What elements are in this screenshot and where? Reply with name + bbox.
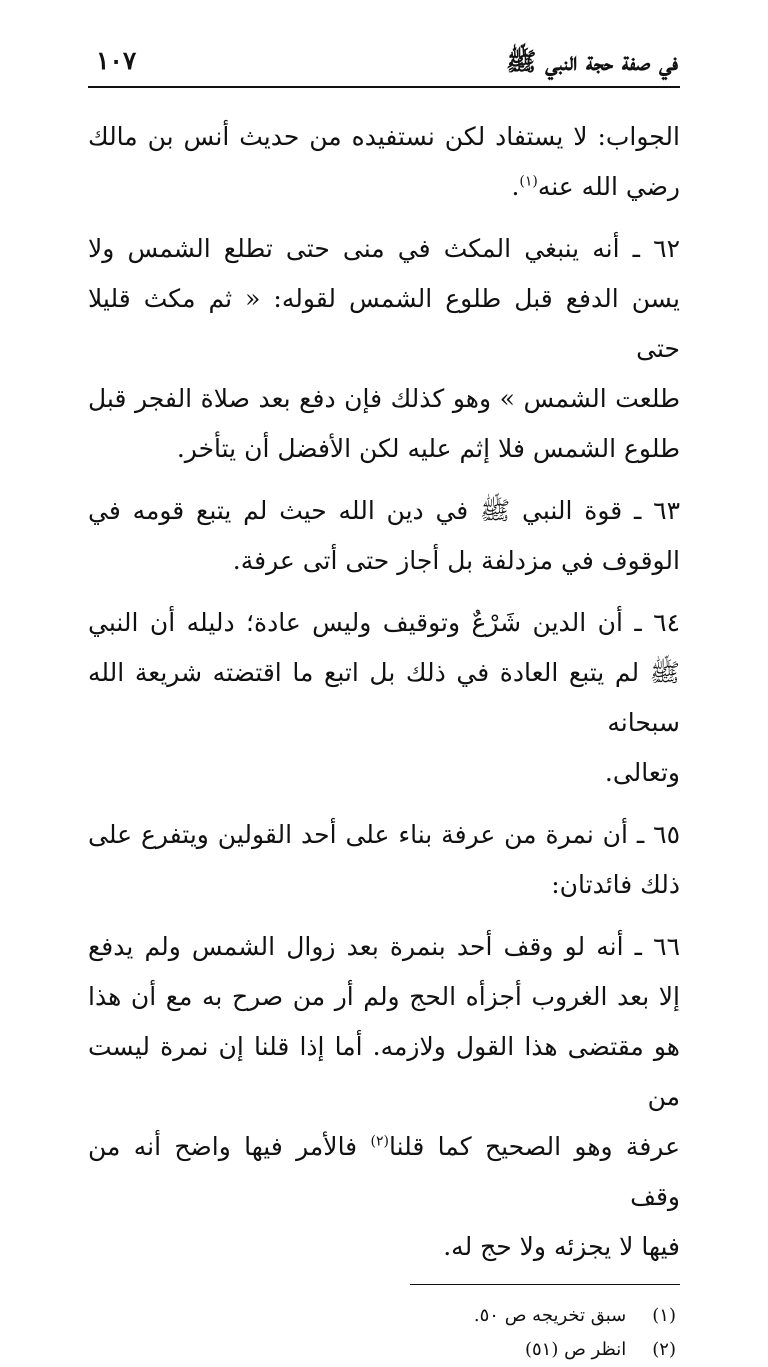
footnote-divider	[410, 1284, 680, 1285]
running-header	[88, 40, 680, 88]
paragraph-64	[88, 598, 680, 798]
paragraph-65	[88, 810, 680, 910]
footnote-text: سبق تخريجه ص ٥٠.	[473, 1305, 627, 1326]
paragraph-63	[88, 486, 680, 586]
text-fragment: عرفة وهو الصحيح كما قلنا	[388, 1132, 680, 1161]
text-line	[88, 1122, 680, 1222]
page-number: ١٠٧	[96, 46, 137, 75]
footnote-ref[interactable]: (٢)	[370, 1133, 389, 1150]
footnote-number: (٢)	[652, 1339, 676, 1360]
text-line: يسن الدفع قبل طلوع الشمس لقوله: « ثم مكث قليلا حتى	[88, 284, 680, 363]
text-line: ﷺ لم يتبع العادة في ذلك بل اتبع ما اقتضته شريعة الله سبحانه	[88, 658, 680, 737]
text-line: هو مقتضى هذا القول ولازمه. أما إذا قلنا إن نمرة ليست من	[88, 1032, 680, 1111]
footnote-number: (١)	[652, 1305, 676, 1326]
text-line: وتعالى.	[604, 758, 680, 787]
text-fragment: فالأمر فيها واضح أنه من وقف	[88, 1132, 680, 1211]
paragraph-answer	[88, 112, 680, 212]
page-body	[88, 112, 680, 1272]
paragraph-66	[88, 922, 680, 1272]
text-line: ٦٢ ـ أنه ينبغي المكث في منى حتى تطلع الشمس ولا	[88, 234, 680, 263]
book-page	[88, 40, 680, 1360]
text-line: الجواب: لا يستفاد لكن نستفيده من حديث أنس بن مالك	[88, 122, 680, 151]
text-line: طلوع الشمس فلا إثم عليه لكن الأفضل أن يتأخر.	[176, 434, 680, 463]
text-line: الوقوف في مزدلفة بل أجاز حتى أتى عرفة.	[232, 546, 680, 575]
text-fragment: .	[511, 172, 520, 201]
footnotes	[88, 1299, 680, 1367]
text-line: طلعت الشمس » وهو كذلك فإن دفع بعد صلاة الفجر قبل	[88, 384, 680, 413]
text-fragment: رضي الله عنه	[537, 172, 680, 201]
text-line: إلا بعد الغروب أجزأه الحج ولم أر من صرح به مع أن هذا	[88, 982, 680, 1011]
footnote-ref[interactable]: (١)	[519, 173, 538, 190]
footnote-item	[88, 1299, 676, 1333]
text-line: ٦٦ ـ أنه لو وقف أحد بنمرة بعد زوال الشمس ولم يدفع	[88, 932, 680, 961]
text-line: ٦٥ ـ أن نمرة من عرفة بناء على أحد القولين ويتفرع على	[88, 820, 680, 849]
paragraph-62	[88, 224, 680, 474]
text-line: ذلك فائدتان:	[551, 870, 680, 899]
text-line: فيها لا يجزئه ولا حج له.	[443, 1232, 680, 1261]
header-title: في صفة حجة النبي ﷺ	[506, 47, 678, 76]
text-line	[88, 162, 680, 212]
text-line: ٦٣ ـ قوة النبي ﷺ في دين الله حيث لم يتبع قومه في	[88, 496, 680, 525]
footnote-text: انظر ص (٥١)	[524, 1339, 627, 1360]
text-line: ٦٤ ـ أن الدين شَرْعٌ وتوقيف وليس عادة؛ دليله أن النبي	[88, 608, 680, 637]
footnote-item	[88, 1333, 676, 1367]
